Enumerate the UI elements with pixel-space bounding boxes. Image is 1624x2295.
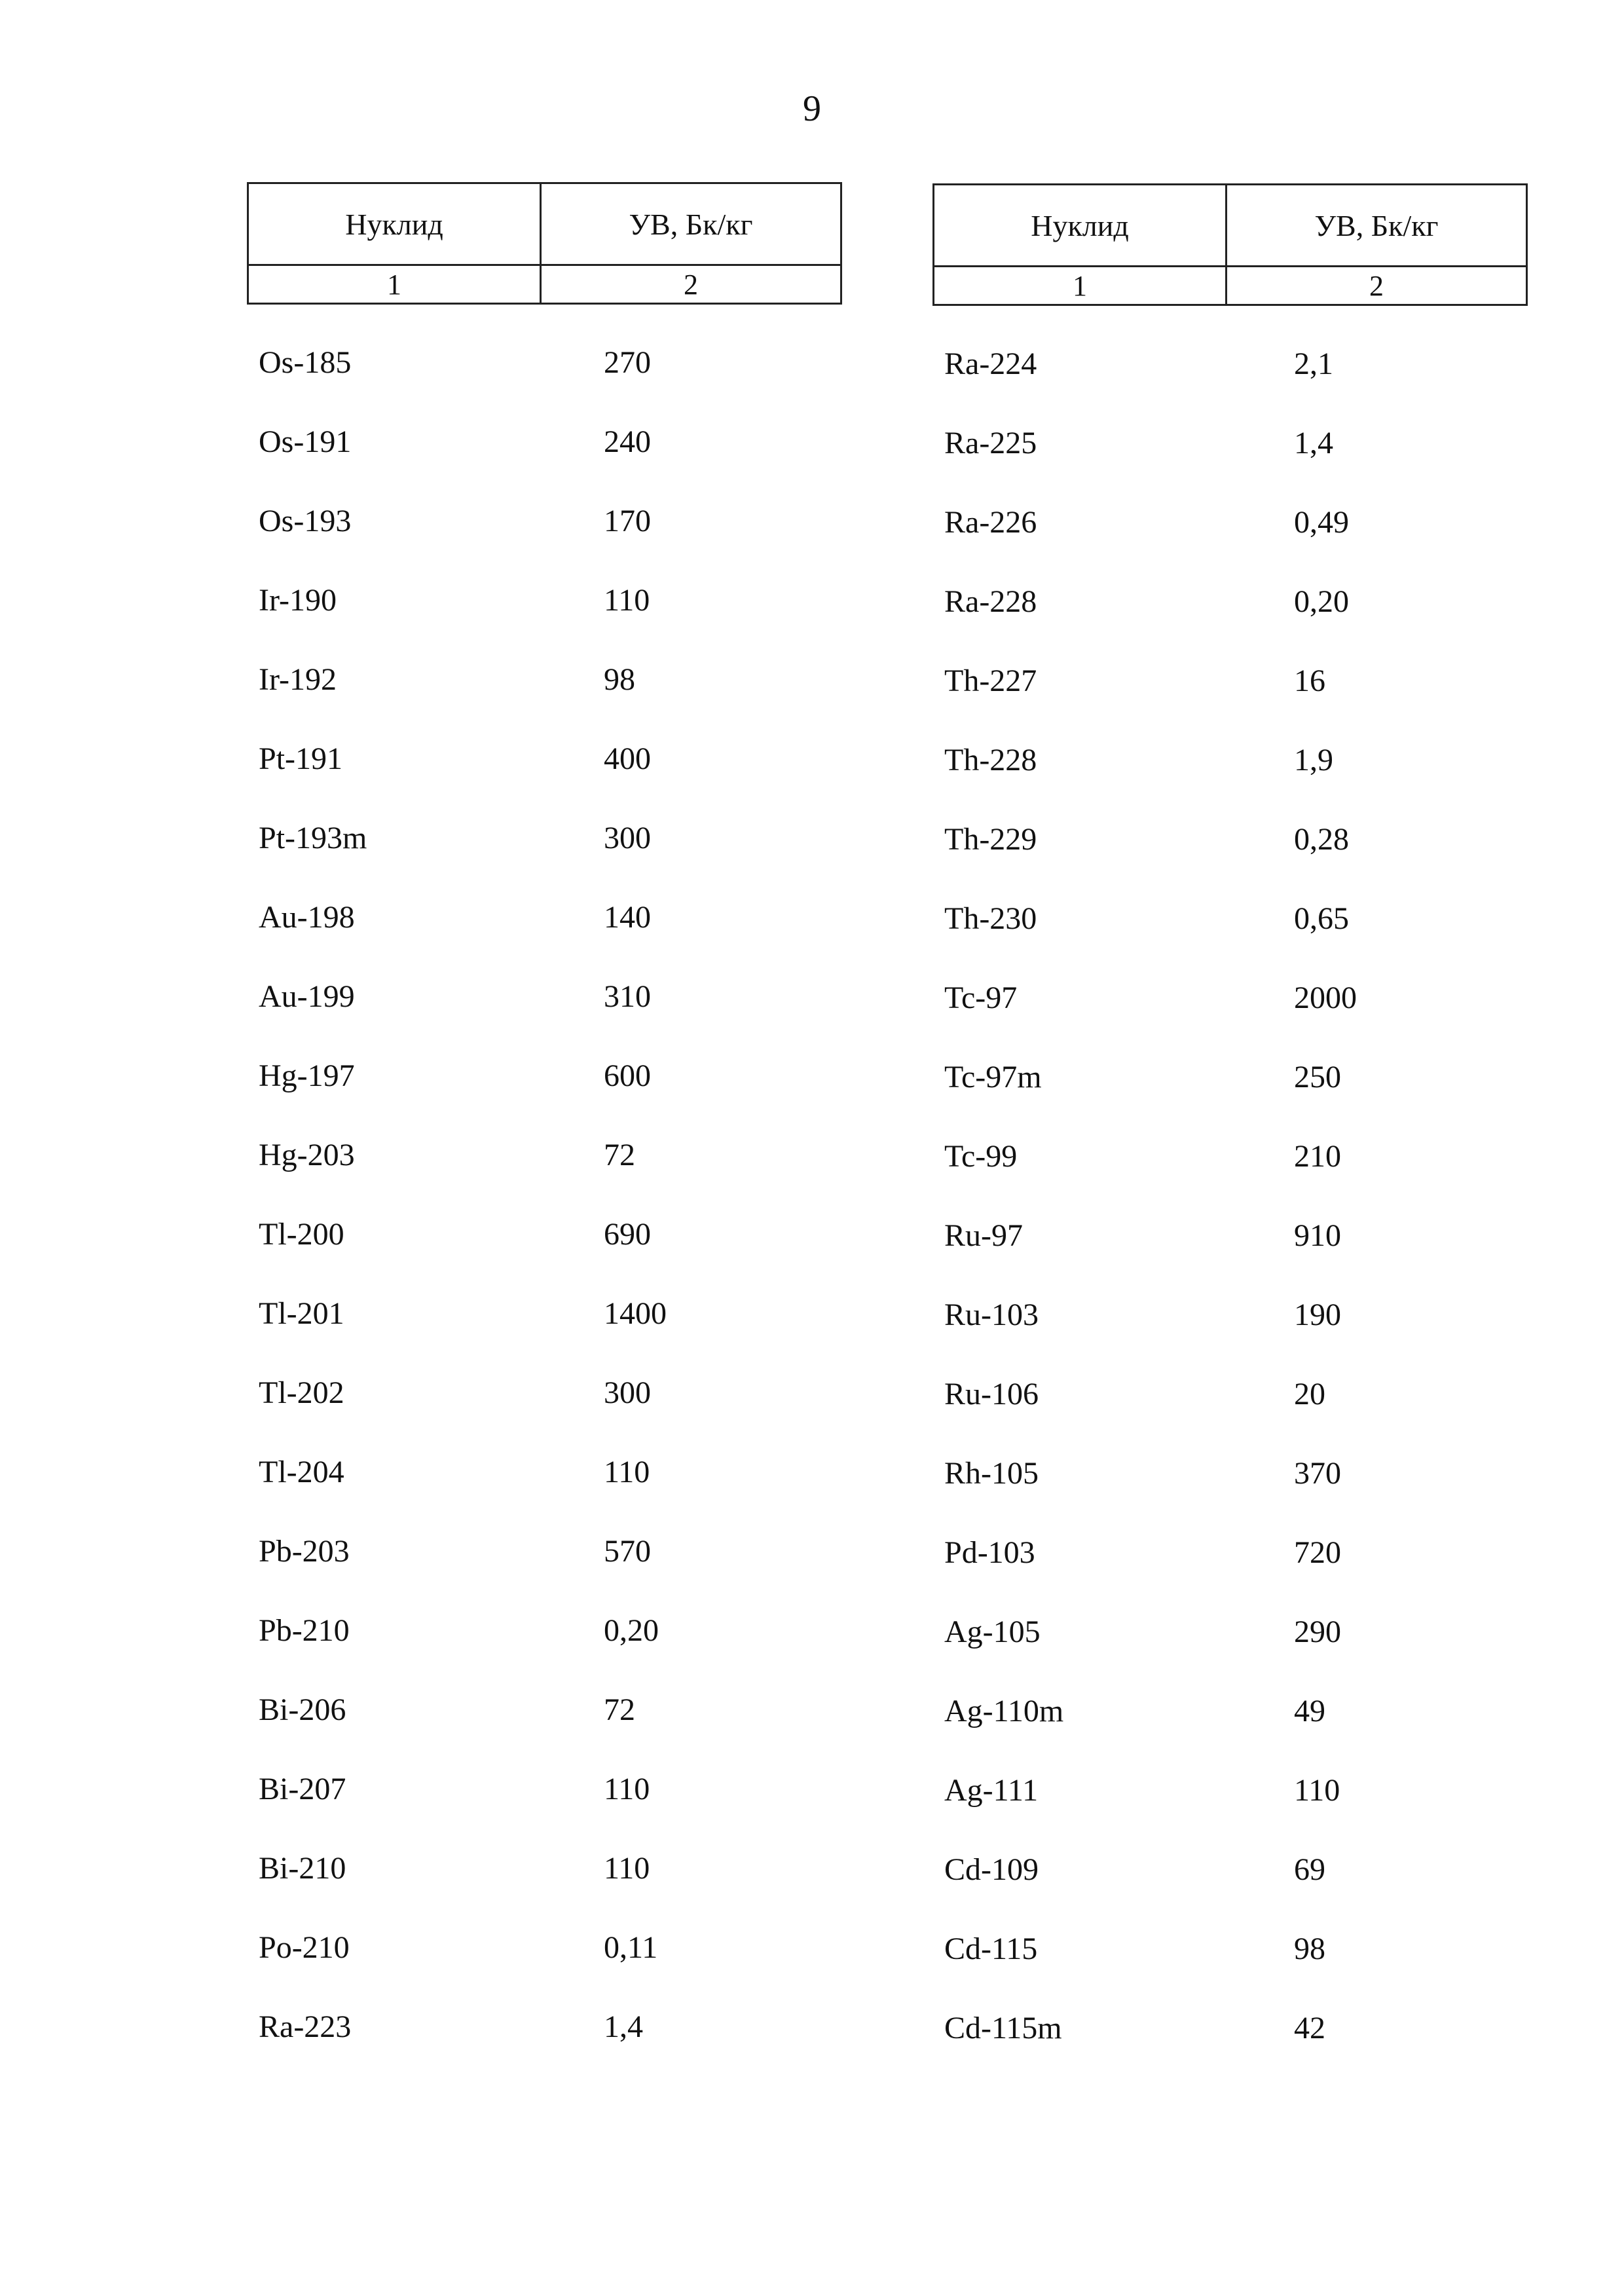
value-cell: 250 [1294,1060,1341,1094]
value-cell: 1,4 [604,2009,643,2044]
nuclide-cell: Tc-97m [944,1060,1042,1094]
nuclide-cell: Bi-207 [259,1772,346,1806]
nuclide-cell: Ru-103 [944,1297,1039,1332]
nuclide-cell: Ru-106 [944,1377,1039,1411]
value-cell: 110 [604,583,650,618]
value-cell: 110 [604,1455,650,1489]
value-cell: 1,9 [1294,743,1333,777]
nuclide-cell: Cd-115 [944,1931,1038,1966]
nuclide-cell: Ru-97 [944,1218,1023,1253]
value-cell: 98 [604,662,635,697]
value-cell: 0,65 [1294,901,1349,936]
value-cell: 2,1 [1294,346,1333,381]
nuclide-cell: Hg-203 [259,1138,355,1172]
page-number: 9 [803,88,821,129]
nuclide-cell: Pt-193m [259,821,367,855]
value-cell: 310 [604,979,651,1014]
value-cell: 16 [1294,663,1325,698]
value-cell: 400 [604,741,651,776]
nuclide-cell: Os-191 [259,424,352,459]
value-cell: 370 [1294,1456,1341,1491]
nuclide-cell: Os-185 [259,345,352,380]
table-left-header [247,182,842,305]
value-cell: 600 [604,1058,651,1093]
value-cell: 720 [1294,1535,1341,1570]
nuclide-cell: Ra-226 [944,505,1037,540]
column-number-1: 1 [248,265,541,304]
nuclide-cell: Pd-103 [944,1535,1035,1570]
nuclide-cell: Ag-105 [944,1614,1041,1649]
nuclide-cell: Ra-225 [944,426,1037,460]
value-cell: 0,11 [604,1930,658,1965]
value-cell: 98 [1294,1931,1325,1966]
column-header-nuclide: Нуклид [248,183,541,265]
nuclide-cell: Ir-190 [259,583,337,618]
column-header-nuclide: Нуклид [934,185,1227,267]
column-header-value: УВ, Бк/кг [541,183,841,265]
value-cell: 0,20 [604,1613,659,1648]
nuclide-cell: Ra-224 [944,346,1037,381]
value-cell: 1,4 [1294,426,1333,460]
value-cell: 0,49 [1294,505,1349,540]
nuclide-cell: Ra-228 [944,584,1037,619]
nuclide-cell: Pt-191 [259,741,343,776]
value-cell: 69 [1294,1852,1325,1887]
value-cell: 140 [604,900,651,935]
value-cell: 690 [604,1217,651,1252]
value-cell: 190 [1294,1297,1341,1332]
nuclide-cell: Cd-115m [944,2011,1062,2045]
value-cell: 110 [1294,1773,1340,1808]
value-cell: 0,28 [1294,822,1349,857]
nuclide-cell: Th-228 [944,743,1037,777]
nuclide-cell: Ag-110m [944,1694,1064,1728]
value-cell: 1400 [604,1296,667,1331]
nuclide-cell: Cd-109 [944,1852,1039,1887]
nuclide-cell: Tl-202 [259,1375,344,1410]
nuclide-cell: Th-229 [944,822,1037,857]
column-number-2: 2 [541,265,841,304]
nuclide-cell: Tl-200 [259,1217,344,1252]
value-cell: 110 [604,1772,650,1806]
table-right-header [932,183,1528,306]
value-cell: 570 [604,1534,651,1569]
value-cell: 72 [604,1138,635,1172]
nuclide-cell: Tc-97 [944,980,1018,1015]
value-cell: 240 [604,424,651,459]
nuclide-cell: Tl-204 [259,1455,344,1489]
column-number-1: 1 [934,267,1227,305]
value-cell: 49 [1294,1694,1325,1728]
nuclide-cell: Rh-105 [944,1456,1039,1491]
nuclide-cell: Th-230 [944,901,1037,936]
nuclide-cell: Ra-223 [259,2009,352,2044]
column-number-2: 2 [1227,267,1527,305]
nuclide-cell: Au-199 [259,979,355,1014]
value-cell: 170 [604,504,651,538]
value-cell: 300 [604,821,651,855]
value-cell: 290 [1294,1614,1341,1649]
nuclide-cell: Tl-201 [259,1296,344,1331]
value-cell: 210 [1294,1139,1341,1174]
nuclide-cell: Au-198 [259,900,355,935]
column-header-value: УВ, Бк/кг [1227,185,1527,267]
value-cell: 0,20 [1294,584,1349,619]
value-cell: 270 [604,345,651,380]
nuclide-cell: Bi-210 [259,1851,346,1886]
nuclide-cell: Pb-210 [259,1613,350,1648]
nuclide-cell: Po-210 [259,1930,350,1965]
value-cell: 300 [604,1375,651,1410]
nuclide-cell: Tc-99 [944,1139,1018,1174]
nuclide-cell: Th-227 [944,663,1037,698]
value-cell: 72 [604,1692,635,1727]
nuclide-cell: Os-193 [259,504,352,538]
value-cell: 110 [604,1851,650,1886]
value-cell: 20 [1294,1377,1325,1411]
nuclide-cell: Ag-111 [944,1773,1039,1808]
nuclide-cell: Hg-197 [259,1058,355,1093]
value-cell: 2000 [1294,980,1357,1015]
nuclide-cell: Bi-206 [259,1692,346,1727]
value-cell: 42 [1294,2011,1325,2045]
nuclide-cell: Ir-192 [259,662,337,697]
value-cell: 910 [1294,1218,1341,1253]
nuclide-cell: Pb-203 [259,1534,350,1569]
